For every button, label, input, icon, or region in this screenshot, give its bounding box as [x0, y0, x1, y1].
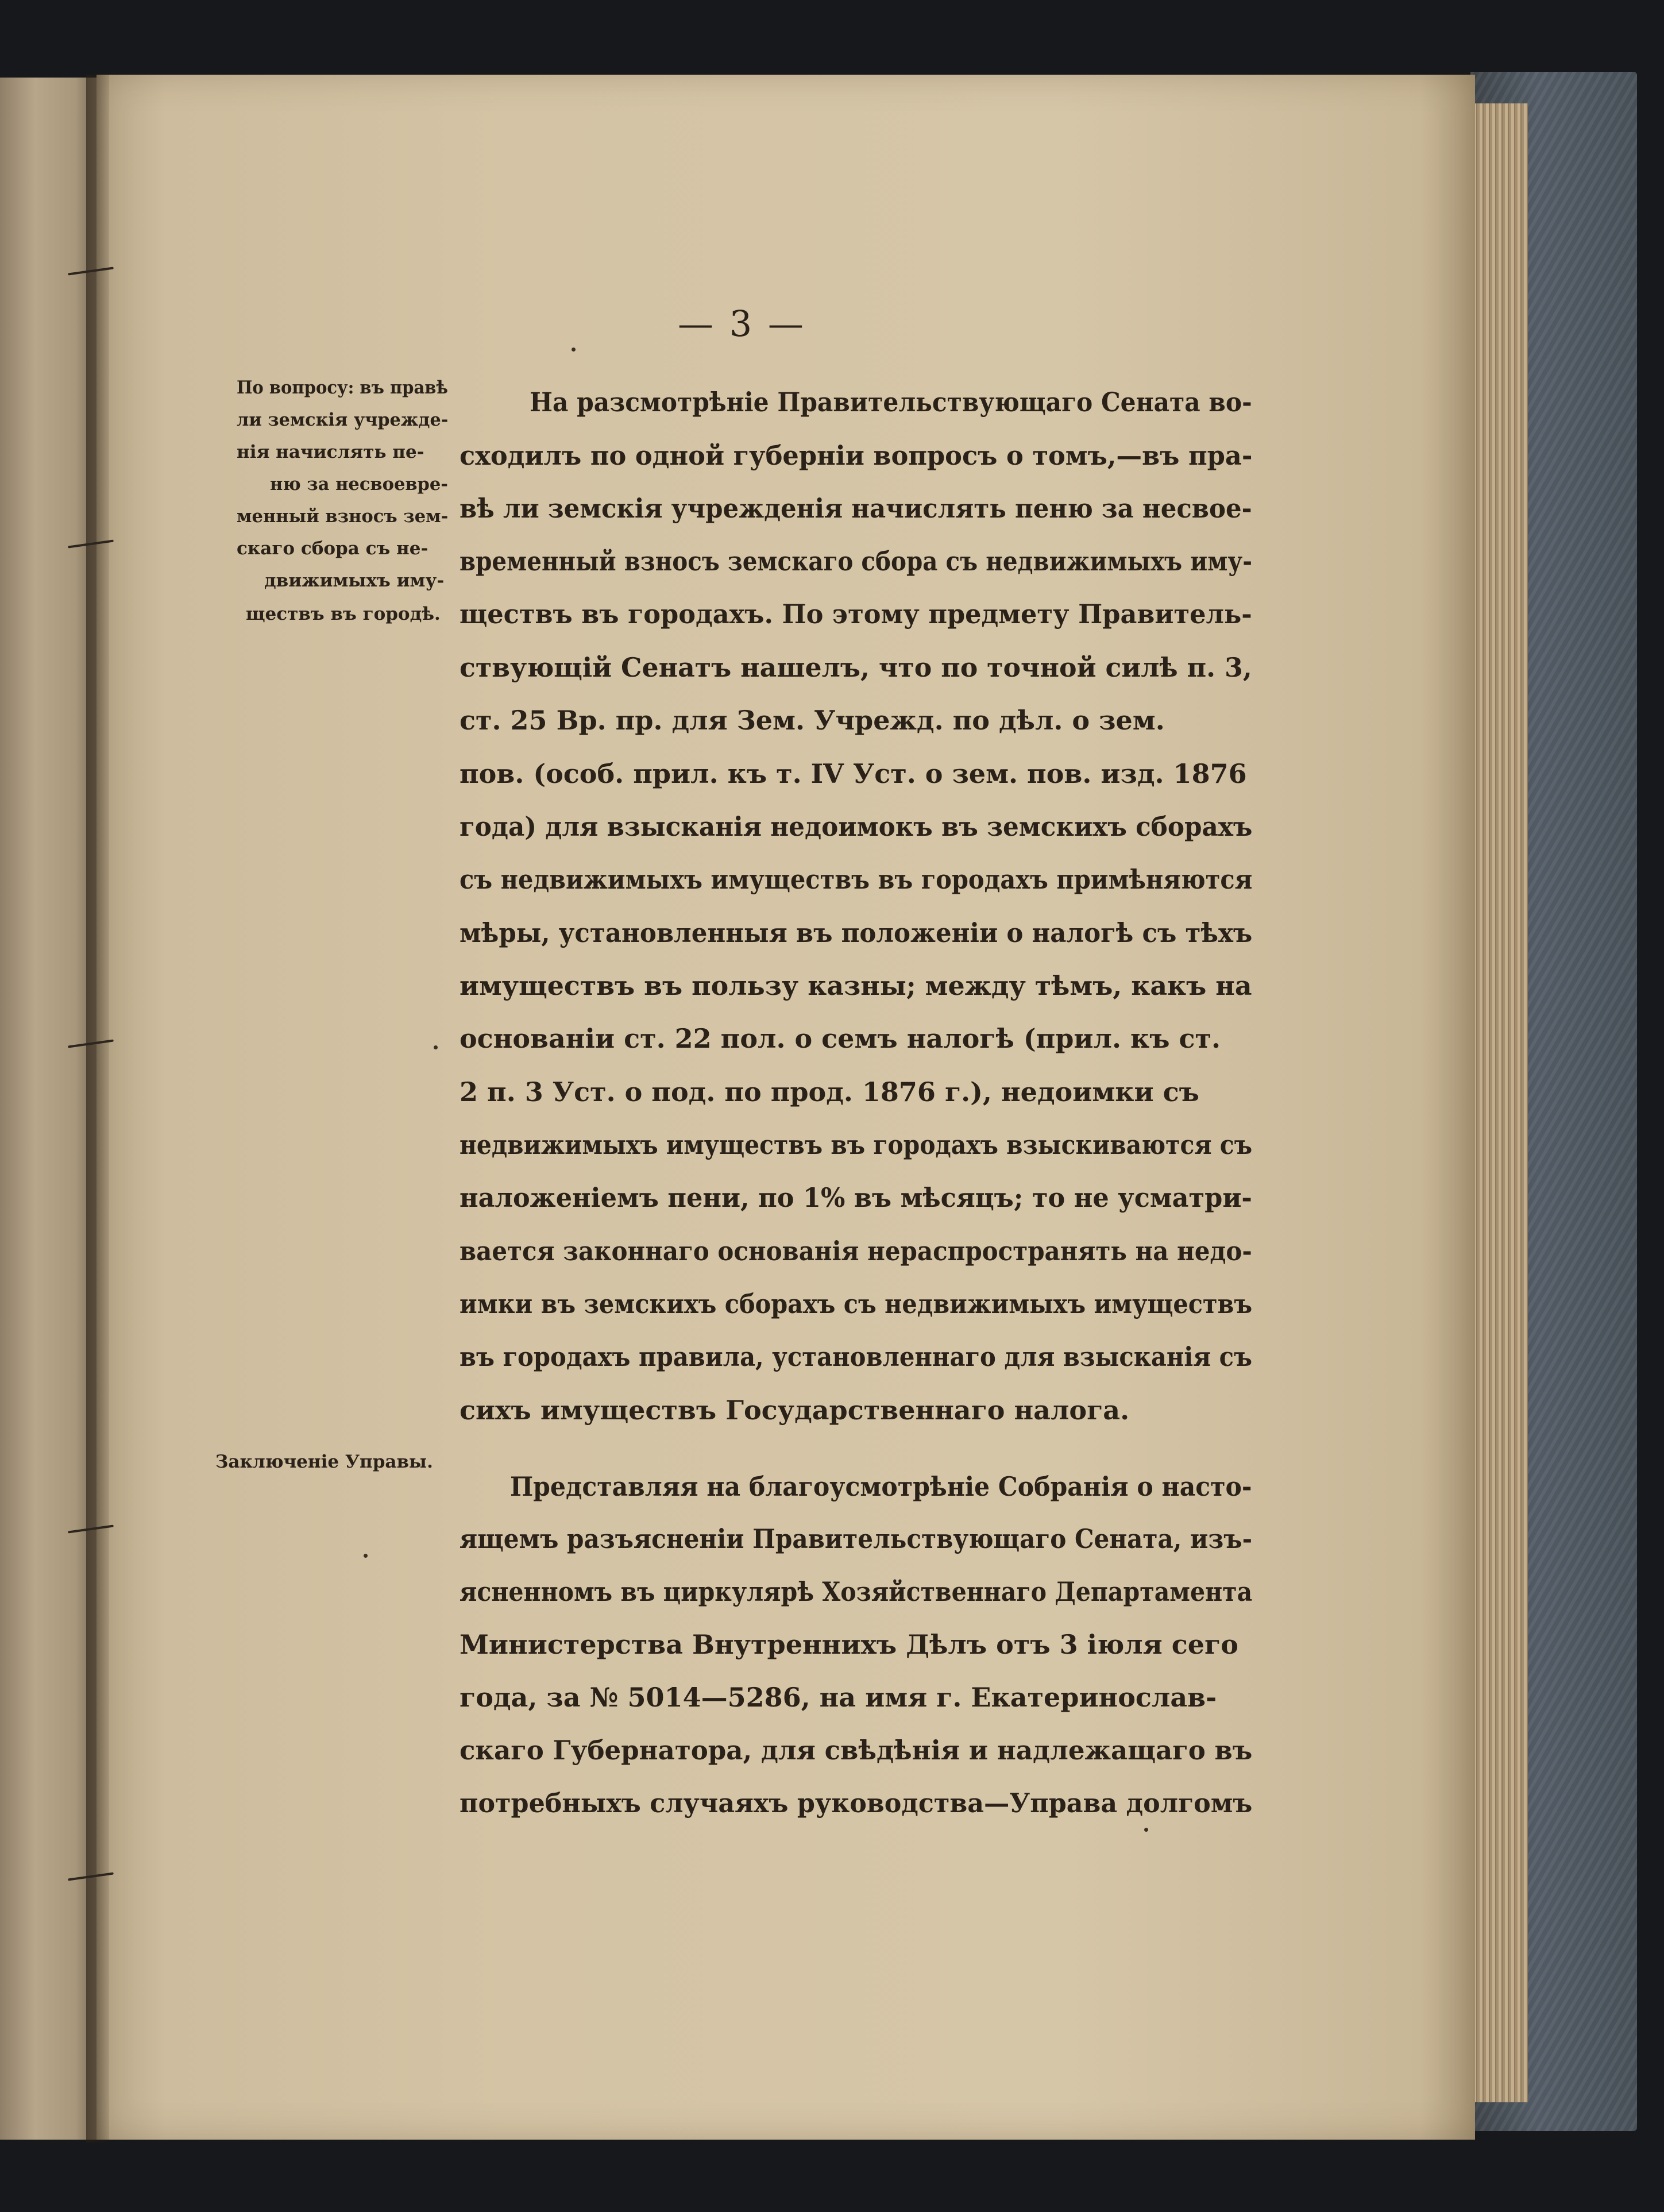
margin-note-line: ли земскія учрежде- — [237, 410, 449, 430]
body-line: недвижимыхъ имуществъ въ городахъ взыскиваются съ — [460, 1129, 1253, 1160]
left-page-edge — [0, 78, 101, 2140]
margin-note-line: движимыхъ иму- — [264, 570, 445, 591]
body-line: имки въ земскихъ сборахъ съ недвижимыхъ имуществъ — [460, 1288, 1253, 1319]
body-line: пов. (особ. прил. къ т. IV Уст. о зем. пов. изд. 1876 — [460, 758, 1247, 789]
ink-speck — [572, 348, 576, 352]
margin-note-line: скаго сбора съ не- — [237, 538, 428, 559]
margin-note-line: нія начислять пе- — [237, 442, 424, 462]
body-line: наложеніемъ пени, по 1% въ мѣсяцъ; то не усматри- — [460, 1182, 1252, 1213]
binding-gutter — [86, 75, 109, 2142]
body-line: ясненномъ въ циркулярѣ Хозяйственнаго Департамента — [460, 1576, 1253, 1607]
body-line: вается законнаго основанія нераспространять на недо- — [460, 1236, 1252, 1267]
body-line: въ городахъ правила, установленнаго для взысканія съ — [460, 1341, 1252, 1372]
body-line: года, за № 5014—5286, на имя г. Екатеринослав- — [460, 1682, 1217, 1713]
body-line: скаго Губернатора, для свѣдѣнія и надлежащаго въ — [460, 1735, 1253, 1766]
body-line: сходилъ по одной губерніи вопросъ о томъ,—въ пра- — [460, 440, 1253, 471]
margin-note-line: ню за несвоевре- — [270, 474, 448, 495]
body-line: ществъ въ городахъ. По этому предмету Правитель- — [460, 599, 1252, 630]
body-line: На разсмотрѣніе Правительствующаго Сената во- — [530, 387, 1252, 418]
margin-note-line: Заключеніе Управы. — [215, 1451, 433, 1472]
body-line: потребныхъ случаяхъ руководства—Управа долгомъ — [460, 1788, 1253, 1819]
body-line: ящемъ разъясненіи Правительствующаго Сената, изъ- — [460, 1523, 1253, 1554]
ink-speck — [434, 1045, 438, 1049]
body-line: Министерства Внутреннихъ Дѣлъ отъ 3 іюля сего — [460, 1629, 1238, 1660]
body-line: ствующій Сенатъ нашелъ, что по точной силѣ п. 3, — [460, 652, 1252, 683]
body-line: имуществъ въ пользу казны; между тѣмъ, какъ на — [460, 970, 1252, 1001]
body-line: ст. 25 Вр. пр. для Зем. Учрежд. по дѣл. о зем. — [460, 705, 1165, 736]
ink-speck — [364, 1554, 368, 1558]
body-line: сихъ имуществъ Государственнаго налога. — [460, 1395, 1130, 1426]
margin-note-line: По вопросу: въ правѣ — [237, 377, 448, 398]
margin-note-line: ществъ въ городѣ. — [246, 604, 441, 624]
page-number: — 3 — — [678, 303, 806, 345]
body-line: Представляя на благоусмотрѣніе Собранія о насто- — [510, 1471, 1252, 1502]
margin-note-line: менный взносъ зем- — [237, 506, 449, 527]
body-line: года) для взысканія недоимокъ въ земскихъ сборахъ — [460, 811, 1253, 842]
body-line: вѣ ли земскія учрежденія начислять пеню за несвое- — [460, 493, 1252, 524]
body-line: съ недвижимыхъ имуществъ въ городахъ примѣняются — [460, 864, 1253, 895]
body-line: временный взносъ земскаго сбора съ недвижимыхъ иму- — [460, 546, 1253, 577]
ink-speck — [1144, 1828, 1148, 1832]
body-line: основаніи ст. 22 пол. о семъ налогѣ (прил. къ ст. — [460, 1023, 1221, 1054]
body-line: мѣры, установленныя въ положеніи о налогѣ съ тѣхъ — [460, 917, 1253, 948]
body-line: 2 п. 3 Уст. о под. по прод. 1876 г.), недоимки съ — [460, 1076, 1199, 1107]
